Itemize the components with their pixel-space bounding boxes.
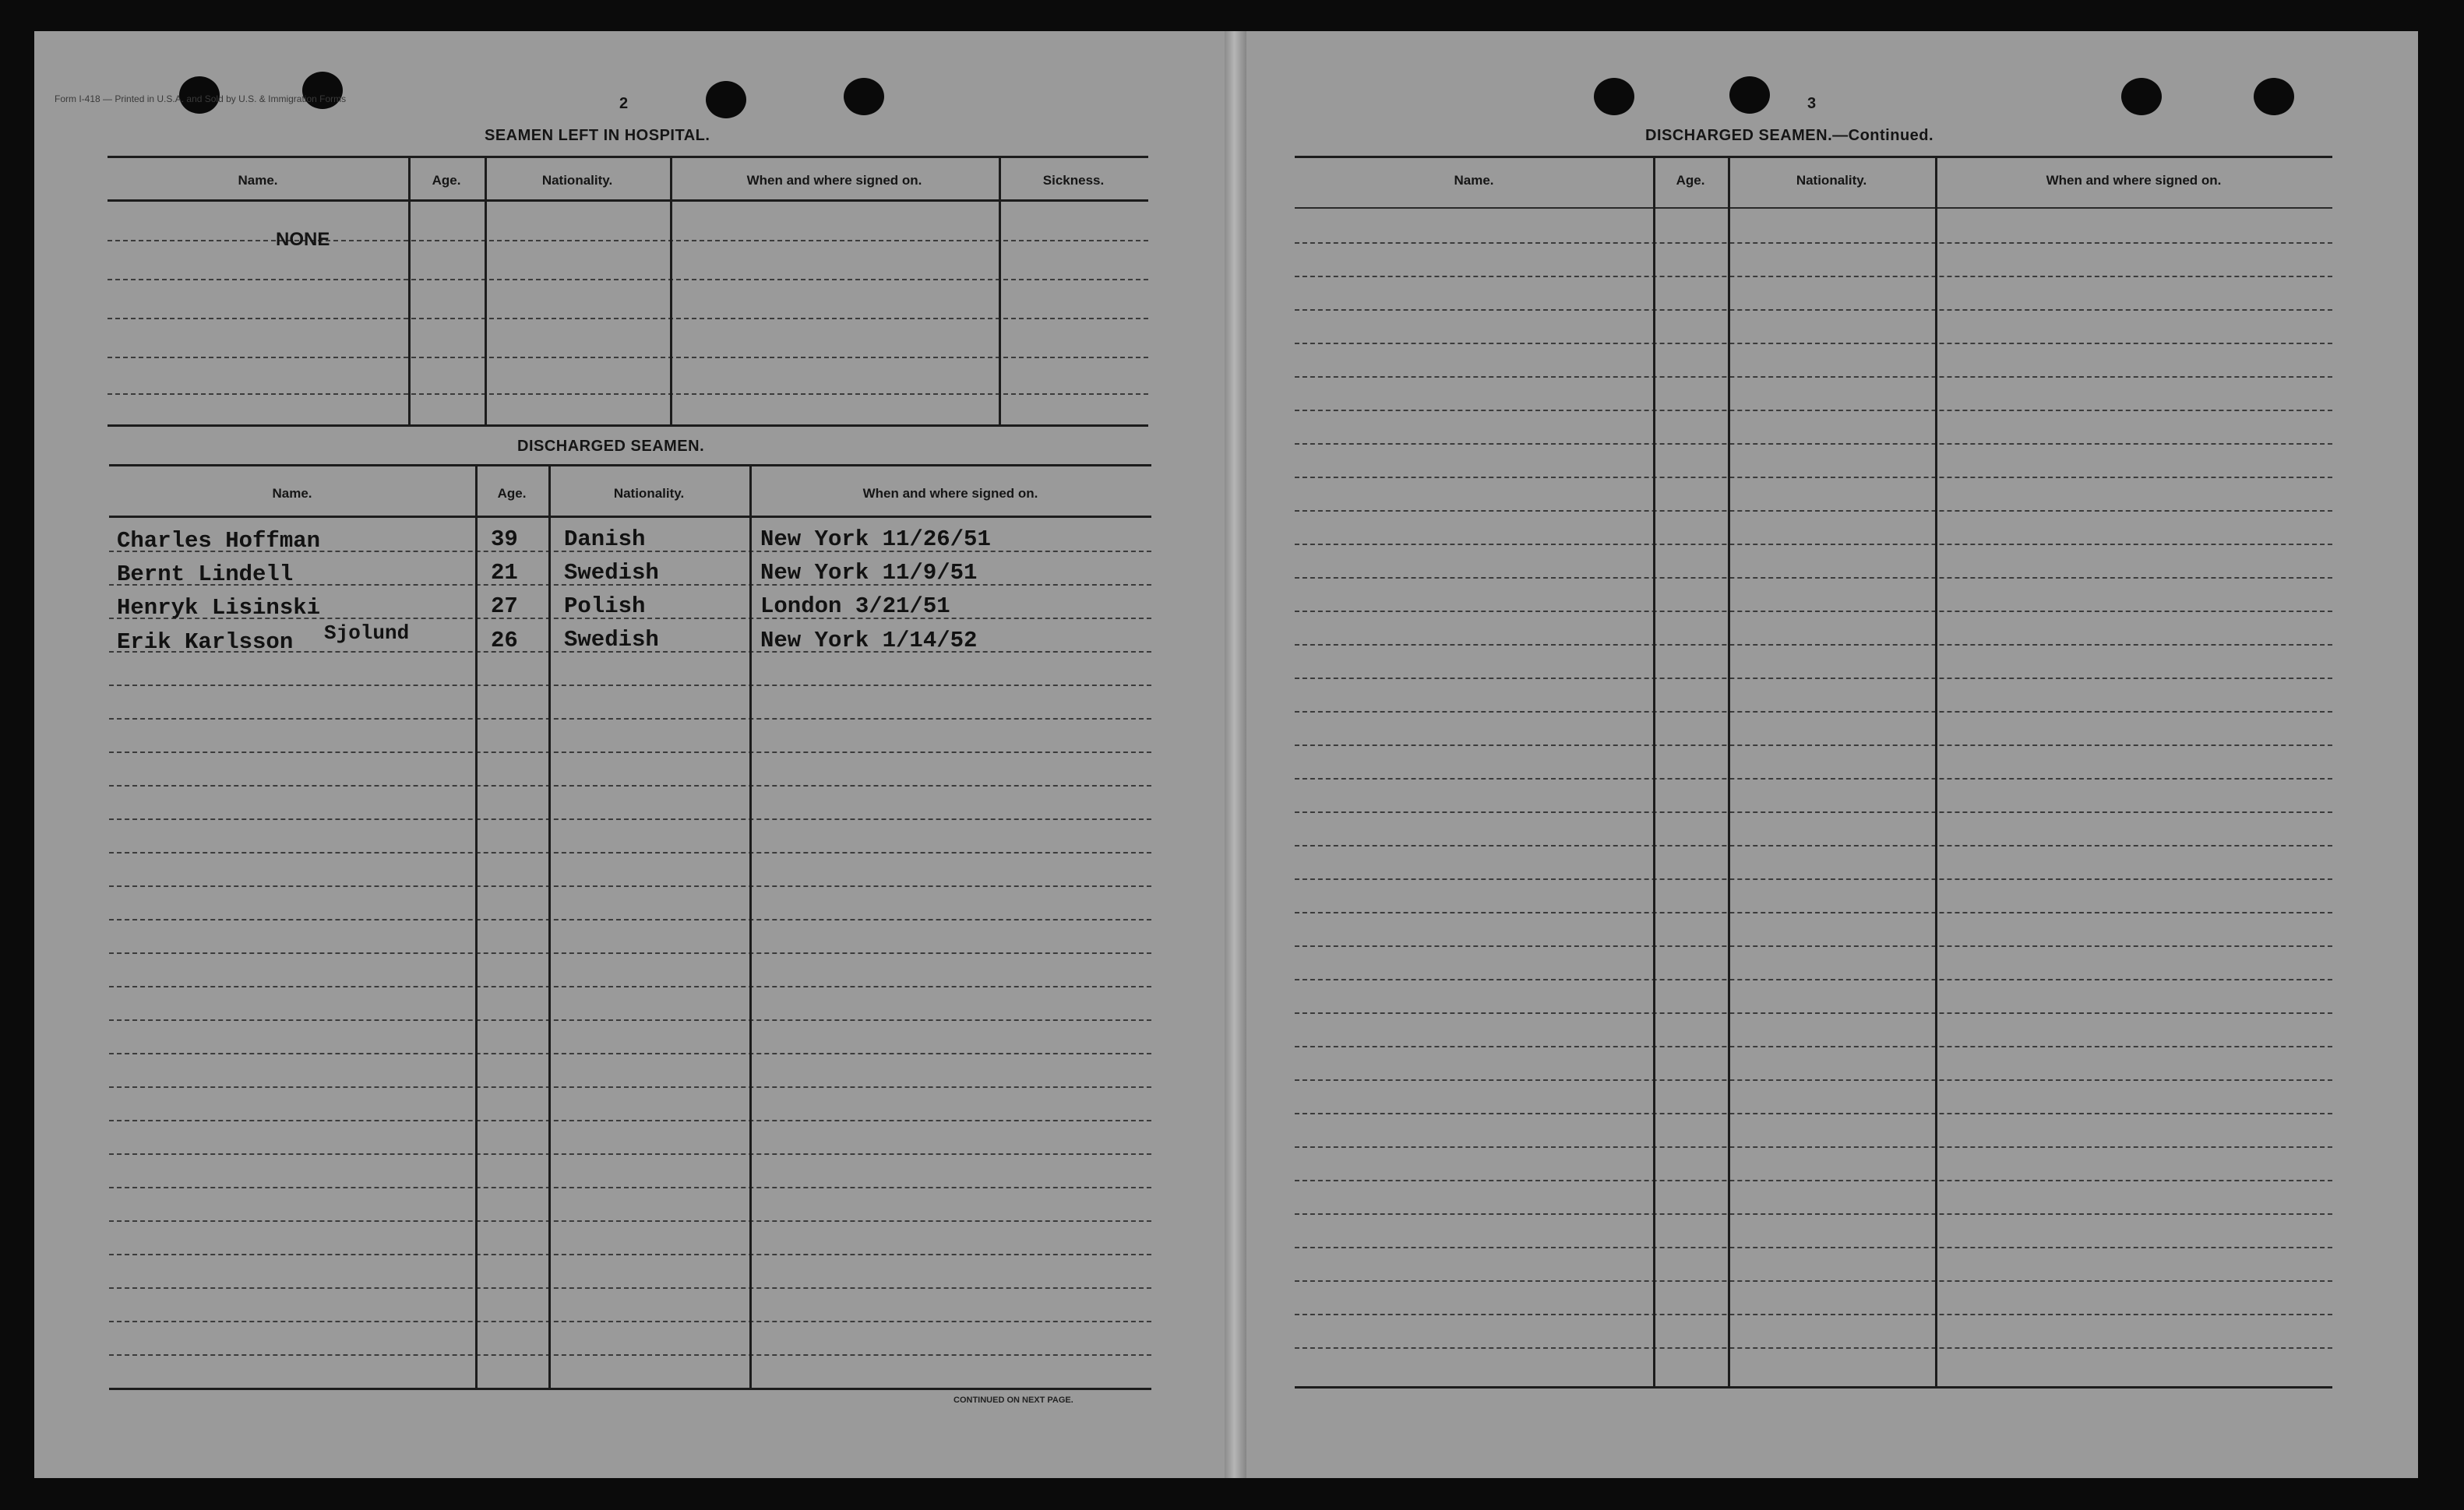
seaman-name: Erik Karlsson [117, 629, 294, 655]
seaman-age: 27 [491, 593, 518, 619]
header-name: Name. [272, 486, 312, 501]
header-nationality: Nationality. [613, 486, 685, 501]
seaman-name: Henryk Lisinski [117, 595, 321, 621]
header-age: Age. [432, 173, 461, 188]
seaman-signed-on: New York 11/9/51 [760, 560, 978, 586]
header-nationality: Nationality. [1796, 173, 1867, 188]
punch-hole [844, 78, 884, 115]
header-age: Age. [1676, 173, 1705, 188]
seaman-nationality: Polish [564, 593, 646, 619]
seaman-nationality: Swedish [564, 627, 659, 653]
discharged-continued-title: DISCHARGED SEAMEN.—Continued. [1645, 127, 1934, 144]
seaman-name: Charles Hoffman [117, 528, 321, 554]
hospital-table [108, 156, 1148, 427]
header-signed-on: When and where signed on. [2046, 173, 2222, 188]
header-nationality: Nationality. [541, 173, 613, 188]
center-fold [1225, 31, 1246, 1478]
header-name: Name. [1454, 173, 1494, 188]
seaman-age: 21 [491, 560, 518, 586]
discharged-section-title: DISCHARGED SEAMEN. [517, 438, 705, 455]
seaman-name-addition: Sjolund [324, 621, 410, 645]
seaman-name: Bernt Lindell [117, 561, 294, 587]
punch-hole [2121, 78, 2162, 115]
continued-note: CONTINUED ON NEXT PAGE. [954, 1396, 1073, 1405]
seaman-nationality: Swedish [564, 560, 659, 586]
seaman-age: 26 [491, 628, 518, 653]
page-number: 2 [619, 95, 629, 112]
punch-hole [706, 81, 746, 118]
punch-hole [1594, 78, 1634, 115]
seaman-age: 39 [491, 526, 518, 552]
hospital-none-entry: NONE [276, 229, 330, 250]
seaman-signed-on: New York 1/14/52 [760, 628, 978, 653]
form-reference: Form I-418 — Printed in U.S.A. and Sold by U.S. & Immigration Forms [55, 93, 347, 104]
seaman-nationality: Danish [564, 526, 646, 552]
hospital-section-title: SEAMEN LEFT IN HOSPITAL. [485, 127, 710, 144]
seaman-signed-on: London 3/21/51 [760, 593, 950, 619]
header-name: Name. [238, 173, 278, 188]
header-age: Age. [497, 486, 527, 501]
page-number: 3 [1807, 95, 1817, 112]
header-sickness: Sickness. [1042, 173, 1105, 188]
header-signed-on: When and where signed on. [862, 486, 1038, 501]
discharged-table [109, 464, 1151, 1396]
header-signed-on: When and where signed on. [746, 173, 922, 188]
punch-hole [1729, 76, 1770, 114]
seaman-signed-on: New York 11/26/51 [760, 526, 991, 552]
punch-hole [2254, 78, 2294, 115]
discharged-continued-table [1295, 156, 2332, 1396]
